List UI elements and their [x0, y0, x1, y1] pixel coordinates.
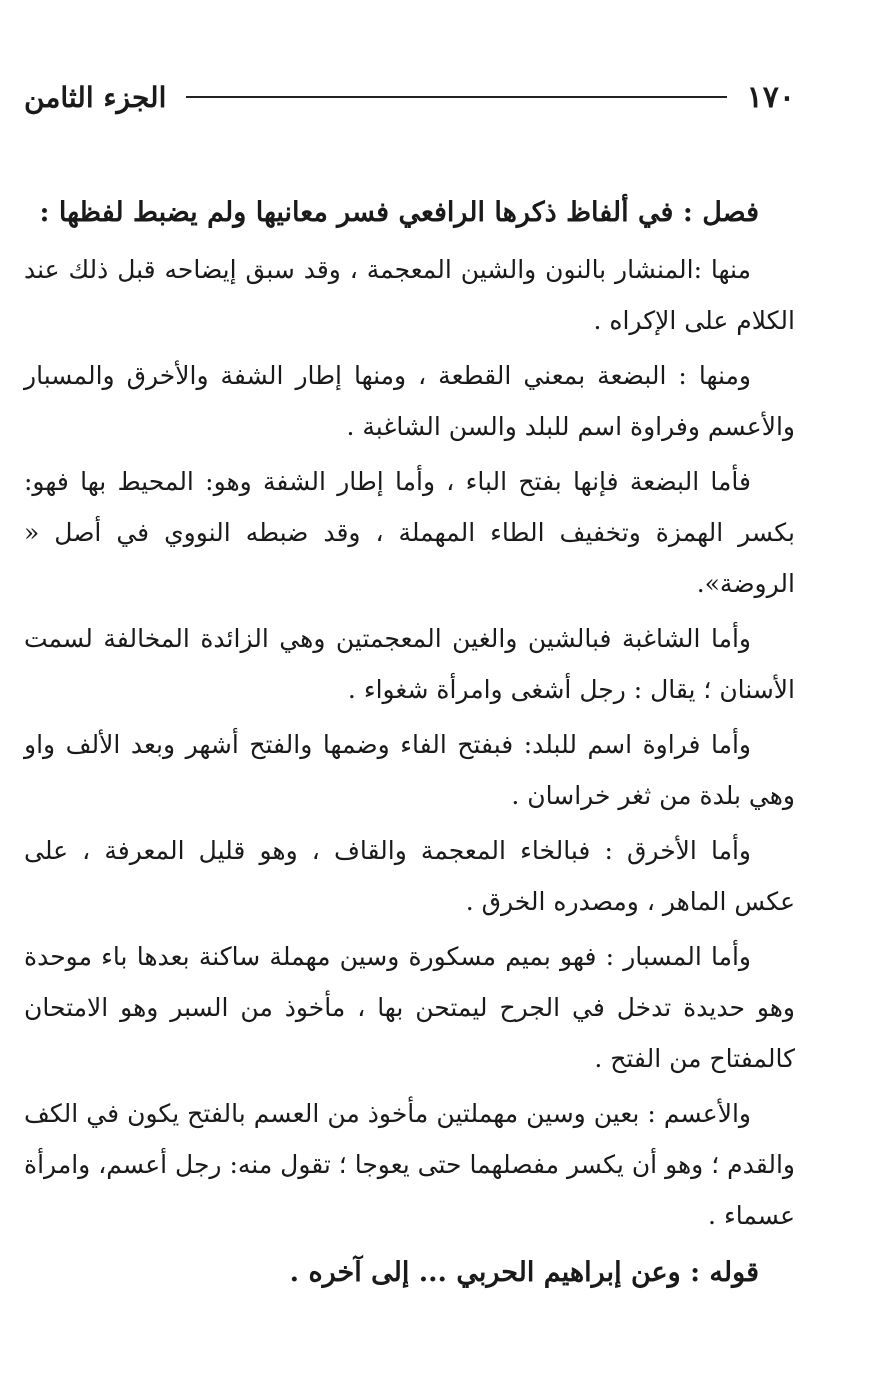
- section-heading: فصل : في ألفاظ ذكرها الرافعي فسر معانيها ولم يضبط لفظها :: [39, 197, 759, 228]
- paragraph-ashshaghiba: وأما الشاغبة فبالشين والغين المعجمتين وهي الزائدة المخالفة لسمت الأسنان ؛ يقال : رجل أشغى وامرأة شغواء .: [24, 624, 795, 704]
- closing-heading: قوله : وعن إبراهيم الحربي ... إلى آخره .: [289, 1257, 759, 1288]
- paragraph-almisbar: وأما المسبار : فهو بميم مسكورة وسين مهملة ساكنة بعدها باء موحدة وهو حديدة تدخل في الجرح ليمتحن بها ، مأخوذ من السبر وهو الامتحان كالمفتاح من الفتح .: [24, 942, 795, 1073]
- page-number: ١٧٠: [746, 79, 795, 115]
- header-rule: [186, 96, 726, 98]
- paragraph-alakhraq: وأما الأخرق : فبالخاء المعجمة والقاف ، وهو قليل المعرفة ، على عكس الماهر ، ومصدره الخرق .: [24, 836, 795, 916]
- paragraph-farawa: وأما فراوة اسم للبلد: فبفتح الفاء وضمها والفتح أشهر وبعد الألف واو وهي بلدة من ثغر خراسان .: [24, 730, 795, 810]
- part-title: الجزء الثامن: [24, 80, 167, 114]
- running-header: [24, 72, 795, 122]
- paragraph-albadaa: فأما البضعة فإنها بفتح الباء ، وأما إطار الشفة وهو: المحيط بها فهو: بكسر الهمزة وتخفيف الطاء المهملة ، وقد ضبطه النووي في أصل « الروضة».: [24, 467, 795, 598]
- paragraph-word-list: ومنها : البضعة بمعني القطعة ، ومنها إطار الشفة والأخرق والمسبار والأعسم وفراوة اسم للبلد والسن الشاغبة .: [24, 361, 795, 441]
- page-body: [24, 186, 795, 1299]
- paragraph-almunshar: منها :المنشار بالنون والشين المعجمة ، وقد سبق إيضاحه قبل ذلك عند الكلام على الإكراه .: [24, 255, 795, 335]
- paragraph-alaasam: والأعسم : بعين وسين مهملتين مأخوذ من العسم بالفتح يكون في الكف والقدم ؛ وهو أن يكسر مفصلهما حتى يعوجا ؛ تقول منه: رجل أعسم، وامرأة عسماء .: [24, 1099, 795, 1230]
